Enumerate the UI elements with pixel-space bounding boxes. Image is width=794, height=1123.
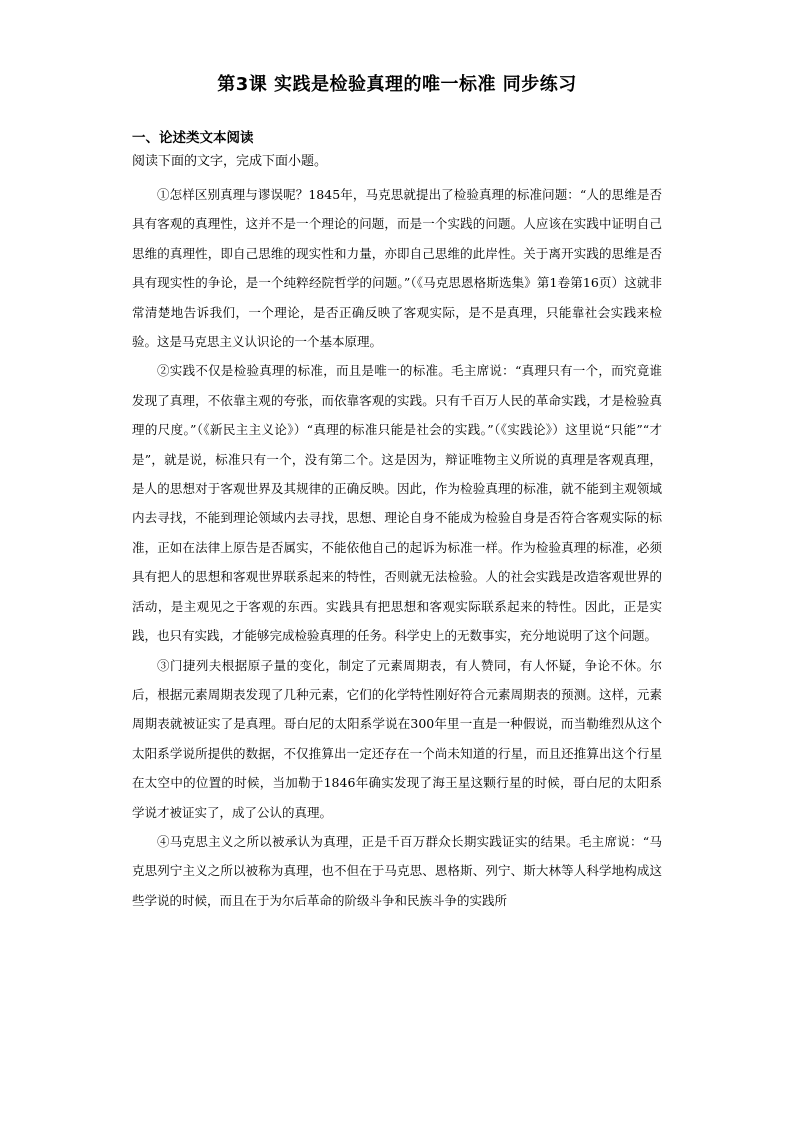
paragraph-2: ②实践不仅是检验真理的标准，而且是唯一的标准。毛主席说：“真理只有一个，而究竟谁发现了真理，不依靠主观的夸张，而依靠客观的实践。只有千百万人民的革命实践，才是检验真理的尺度。”（《新民主主义论》）“真理的标准只能是社会的实践。”（《实践论》）这里说“只能”“才是”，就是说，标准只有一个，没有第二个。这是因为，辩证唯物主义所说的真理是客观真理，是人的思想对于客观世界及其规律的正确反映。因此，作为检验真理的标准，就不能到主观领域内去寻找，不能到理论领域内去寻找，思想、理论自身不能成为检验自身是否符合客观实际的标准，正如在法律上原告是否属实，不能依他自己的起诉为标准一样。作为检验真理的标准，必须具有把人的思想和客观世界联系起来的特性，否则就无法检验。人的社会实践是改造客观世界的活动，是主观见之于客观的东西。实践具有把思想和客观实际联系起来的特性。因此，正是实践，也只有实践，才能够完成检验真理的任务。科学史上的无数事实，充分地说明了这个问题。	[132, 363, 662, 644]
section-heading: 一、论述类文本阅读	[132, 130, 254, 146]
paragraph-3: ③门捷列夫根据原子量的变化，制定了元素周期表，有人赞同，有人怀疑，争论不休。尔后，根据元素周期表发现了几种元素，它们的化学特性刚好符合元素周期表的预测。这样，元素周期表就被证实了是真理。哥白尼的太阳系学说在300年里一直是一种假说，而当勒维烈从这个太阳系学说所提供的数据，不仅推算出一定还存在一个尚未知道的行星，而且还推算出这个行星在太空中的位置的时候，当加勒于1846年确实发现了海王星这颗行星的时候，哥白尼的太阳系学说才被证实了，成了公认的真理。	[132, 657, 662, 820]
page-title: 第3课 实践是检验真理的唯一标准 同步练习	[217, 74, 577, 95]
reading-instruction: 阅读下面的文字，完成下面小题。	[132, 154, 328, 169]
passage-body	[132, 180, 662, 915]
paragraph-1: ①怎样区别真理与谬误呢？1845年，马克思就提出了检验真理的标准问题：“人的思维是否具有客观的真理性，这并不是一个理论的问题，而是一个实践的问题。人应该在实践中证明自己思维的真理性，即自己思维的现实性和力量，亦即自己思维的此岸性。关于离开实践的思维是否具有现实性的争论，是一个纯粹经院哲学的问题。”（《马克思恩格斯选集》第1卷第16页）这就非常清楚地告诉我们，一个理论，是否正确反映了客观实际，是不是真理，只能靠社会实践来检验。这是马克思主义认识论的一个基本原理。	[132, 187, 662, 350]
paragraph-4: ④马克思主义之所以被承认为真理，正是千百万群众长期实践证实的结果。毛主席说：“马克思列宁主义之所以被称为真理，也不但在于马克思、恩格斯、列宁、斯大林等人科学地构成这些学说的时候，而且在于为尔后革命的阶级斗争和民族斗争的实践所	[132, 833, 662, 908]
